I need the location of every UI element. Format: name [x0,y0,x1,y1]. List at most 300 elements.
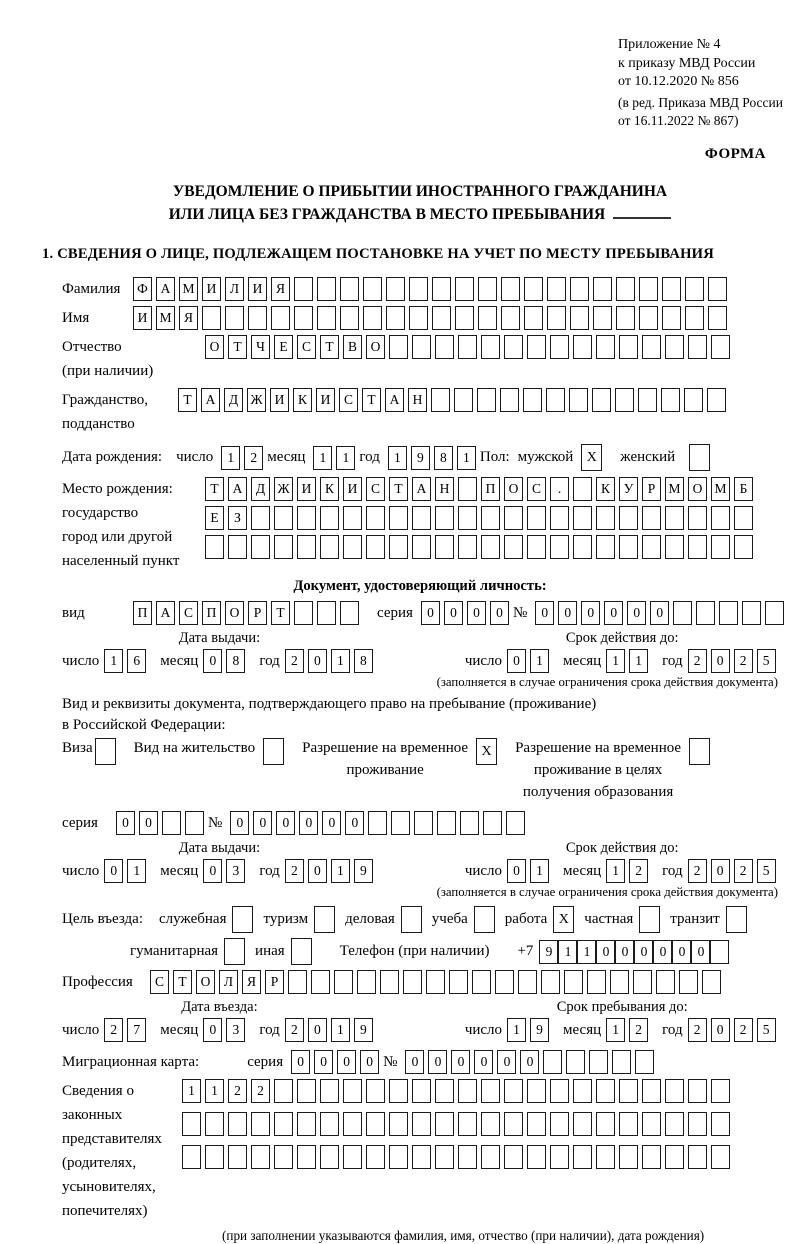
char-cell[interactable] [477,388,496,412]
char-cell[interactable] [688,1145,707,1169]
char-cell[interactable]: . [550,477,569,501]
char-cell[interactable]: 1 [606,859,625,883]
char-cell[interactable] [435,535,454,559]
char-cell[interactable]: 1 [127,859,146,883]
char-cell[interactable] [412,335,431,359]
char-cell[interactable] [340,277,359,301]
char-cell[interactable] [616,277,635,301]
char-cell[interactable] [570,277,589,301]
char-cell[interactable]: 0 [467,601,486,625]
char-cell[interactable] [343,1079,362,1103]
char-cell[interactable]: 1 [606,1018,625,1042]
char-cell[interactable]: 5 [757,1018,776,1042]
char-cell[interactable] [619,1079,638,1103]
char-cell[interactable] [437,811,456,835]
char-cell[interactable] [711,1112,730,1136]
char-cell[interactable] [610,970,629,994]
char-cell[interactable]: 0 [604,601,623,625]
char-cell[interactable]: 0 [139,811,158,835]
char-cell[interactable] [702,970,721,994]
char-cell[interactable] [317,306,336,330]
char-cell[interactable] [182,1145,201,1169]
char-cell[interactable]: 2 [285,649,304,673]
char-cell[interactable]: 9 [354,859,373,883]
char-cell[interactable] [389,535,408,559]
char-cell[interactable] [734,535,753,559]
char-cell[interactable]: 0 [428,1050,447,1074]
char-cell[interactable] [642,1145,661,1169]
char-cell[interactable] [274,506,293,530]
purpose-private-checkbox[interactable] [639,906,660,933]
char-cell[interactable] [527,1145,546,1169]
char-cell[interactable] [527,506,546,530]
char-cell[interactable]: 2 [688,859,707,883]
char-cell[interactable]: 2 [688,649,707,673]
char-cell[interactable]: Т [228,335,247,359]
char-cell[interactable]: 0 [653,940,672,964]
char-cell[interactable]: 2 [285,859,304,883]
char-cell[interactable] [363,306,382,330]
char-cell[interactable] [719,601,738,625]
char-cell[interactable]: 0 [337,1050,356,1074]
char-cell[interactable]: Ф [133,277,152,301]
char-cell[interactable]: З [228,506,247,530]
char-cell[interactable]: Т [173,970,192,994]
char-cell[interactable] [685,306,704,330]
char-cell[interactable] [320,1112,339,1136]
char-cell[interactable]: 2 [228,1079,247,1103]
char-cell[interactable] [297,1079,316,1103]
char-cell[interactable] [458,335,477,359]
char-cell[interactable] [518,970,537,994]
char-cell[interactable]: Ж [247,388,266,412]
char-cell[interactable] [547,306,566,330]
char-cell[interactable] [543,1050,562,1074]
char-cell[interactable] [458,535,477,559]
char-cell[interactable]: И [270,388,289,412]
char-cell[interactable] [541,970,560,994]
char-cell[interactable] [274,535,293,559]
char-cell[interactable] [696,601,715,625]
char-cell[interactable] [665,1145,684,1169]
char-cell[interactable]: 1 [331,859,350,883]
char-cell[interactable] [435,1079,454,1103]
char-cell[interactable] [274,1112,293,1136]
char-cell[interactable]: Т [271,601,290,625]
char-cell[interactable] [639,306,658,330]
visa-checkbox[interactable] [95,738,116,765]
char-cell[interactable] [343,506,362,530]
char-cell[interactable] [251,535,270,559]
char-cell[interactable] [616,306,635,330]
char-cell[interactable] [619,535,638,559]
char-cell[interactable] [205,535,224,559]
char-cell[interactable]: А [156,277,175,301]
char-cell[interactable]: 0 [308,1018,327,1042]
char-cell[interactable] [458,506,477,530]
char-cell[interactable] [481,506,500,530]
char-cell[interactable]: 1 [577,940,596,964]
char-cell[interactable]: Я [179,306,198,330]
purpose-transit-checkbox[interactable] [726,906,747,933]
char-cell[interactable] [162,811,181,835]
char-cell[interactable] [435,1112,454,1136]
char-cell[interactable] [294,601,313,625]
char-cell[interactable] [271,306,290,330]
char-cell[interactable] [412,535,431,559]
purpose-business-checkbox[interactable] [401,906,422,933]
char-cell[interactable] [708,306,727,330]
char-cell[interactable] [481,1145,500,1169]
char-cell[interactable]: 0 [520,1050,539,1074]
char-cell[interactable]: 0 [203,649,222,673]
char-cell[interactable] [711,1079,730,1103]
char-cell[interactable] [297,1112,316,1136]
char-cell[interactable] [566,1050,585,1074]
char-cell[interactable] [688,1112,707,1136]
char-cell[interactable] [320,1145,339,1169]
char-cell[interactable] [523,388,542,412]
char-cell[interactable] [573,506,592,530]
char-cell[interactable]: 0 [299,811,318,835]
char-cell[interactable] [596,506,615,530]
char-cell[interactable]: 0 [451,1050,470,1074]
char-cell[interactable] [343,535,362,559]
char-cell[interactable] [708,277,727,301]
char-cell[interactable]: 1 [388,446,407,470]
char-cell[interactable]: 9 [354,1018,373,1042]
char-cell[interactable]: 0 [276,811,295,835]
char-cell[interactable]: М [665,477,684,501]
char-cell[interactable]: К [596,477,615,501]
char-cell[interactable]: 2 [734,859,753,883]
char-cell[interactable] [642,1079,661,1103]
char-cell[interactable] [550,1112,569,1136]
char-cell[interactable] [688,335,707,359]
char-cell[interactable] [297,506,316,530]
char-cell[interactable] [455,306,474,330]
char-cell[interactable]: П [481,477,500,501]
char-cell[interactable]: 1 [331,649,350,673]
char-cell[interactable] [501,277,520,301]
char-cell[interactable] [688,535,707,559]
char-cell[interactable]: Л [225,277,244,301]
char-cell[interactable] [550,535,569,559]
char-cell[interactable]: 5 [757,859,776,883]
char-cell[interactable] [619,506,638,530]
char-cell[interactable] [366,506,385,530]
char-cell[interactable]: О [196,970,215,994]
char-cell[interactable]: А [385,388,404,412]
char-cell[interactable]: 2 [251,1079,270,1103]
char-cell[interactable]: Е [205,506,224,530]
char-cell[interactable] [251,1112,270,1136]
char-cell[interactable] [386,306,405,330]
char-cell[interactable] [550,335,569,359]
char-cell[interactable]: И [343,477,362,501]
char-cell[interactable] [205,1145,224,1169]
char-cell[interactable]: 0 [507,859,526,883]
char-cell[interactable]: Е [274,335,293,359]
char-cell[interactable] [527,1079,546,1103]
char-cell[interactable] [297,535,316,559]
char-cell[interactable] [589,1050,608,1074]
char-cell[interactable] [665,535,684,559]
char-cell[interactable] [504,535,523,559]
char-cell[interactable]: 0 [558,601,577,625]
char-cell[interactable] [710,940,729,964]
char-cell[interactable] [455,277,474,301]
female-checkbox[interactable] [689,444,710,471]
char-cell[interactable]: 0 [291,1050,310,1074]
char-cell[interactable]: 0 [360,1050,379,1074]
char-cell[interactable] [661,388,680,412]
char-cell[interactable]: 1 [558,940,577,964]
char-cell[interactable]: 0 [490,601,509,625]
char-cell[interactable]: 0 [322,811,341,835]
char-cell[interactable] [435,335,454,359]
char-cell[interactable] [202,306,221,330]
char-cell[interactable] [458,1112,477,1136]
char-cell[interactable] [386,277,405,301]
char-cell[interactable] [506,811,525,835]
char-cell[interactable]: И [202,277,221,301]
char-cell[interactable] [688,506,707,530]
char-cell[interactable] [435,1145,454,1169]
char-cell[interactable]: 0 [308,649,327,673]
char-cell[interactable] [665,335,684,359]
char-cell[interactable] [573,1145,592,1169]
char-cell[interactable] [294,277,313,301]
char-cell[interactable]: 0 [253,811,272,835]
char-cell[interactable] [389,1145,408,1169]
purpose-work-checkbox[interactable]: X [553,906,574,933]
char-cell[interactable] [711,535,730,559]
char-cell[interactable] [412,1145,431,1169]
char-cell[interactable] [635,1050,654,1074]
char-cell[interactable] [431,388,450,412]
char-cell[interactable] [458,1145,477,1169]
char-cell[interactable] [688,1079,707,1103]
char-cell[interactable] [711,506,730,530]
char-cell[interactable] [547,277,566,301]
char-cell[interactable] [458,1079,477,1103]
char-cell[interactable]: И [316,388,335,412]
char-cell[interactable] [481,535,500,559]
char-cell[interactable]: А [228,477,247,501]
char-cell[interactable]: С [339,388,358,412]
char-cell[interactable]: 0 [104,859,123,883]
char-cell[interactable] [550,1079,569,1103]
char-cell[interactable] [320,535,339,559]
char-cell[interactable] [524,306,543,330]
char-cell[interactable]: 3 [226,859,245,883]
char-cell[interactable]: Р [265,970,284,994]
char-cell[interactable] [656,970,675,994]
char-cell[interactable]: 0 [627,601,646,625]
char-cell[interactable]: 3 [226,1018,245,1042]
char-cell[interactable] [527,335,546,359]
char-cell[interactable]: 0 [581,601,600,625]
char-cell[interactable]: А [156,601,175,625]
purpose-tourism-checkbox[interactable] [314,906,335,933]
char-cell[interactable]: И [133,306,152,330]
char-cell[interactable] [481,1112,500,1136]
char-cell[interactable]: У [619,477,638,501]
char-cell[interactable] [596,1079,615,1103]
char-cell[interactable]: 1 [205,1079,224,1103]
char-cell[interactable] [343,1112,362,1136]
char-cell[interactable] [412,506,431,530]
char-cell[interactable] [573,1112,592,1136]
char-cell[interactable] [320,506,339,530]
char-cell[interactable] [642,506,661,530]
char-cell[interactable] [343,1145,362,1169]
char-cell[interactable]: 1 [336,446,355,470]
char-cell[interactable] [501,306,520,330]
char-cell[interactable] [368,811,387,835]
char-cell[interactable] [409,277,428,301]
char-cell[interactable] [483,811,502,835]
char-cell[interactable] [458,477,477,501]
char-cell[interactable]: А [201,388,220,412]
char-cell[interactable]: Ч [251,335,270,359]
char-cell[interactable]: 2 [285,1018,304,1042]
char-cell[interactable] [251,1145,270,1169]
char-cell[interactable] [274,1079,293,1103]
char-cell[interactable]: 1 [530,859,549,883]
char-cell[interactable] [228,1112,247,1136]
char-cell[interactable]: Р [642,477,661,501]
char-cell[interactable]: В [343,335,362,359]
char-cell[interactable]: О [225,601,244,625]
char-cell[interactable]: С [150,970,169,994]
char-cell[interactable]: 5 [757,649,776,673]
char-cell[interactable] [596,1112,615,1136]
char-cell[interactable]: 0 [314,1050,333,1074]
char-cell[interactable] [389,1112,408,1136]
char-cell[interactable] [592,388,611,412]
char-cell[interactable] [403,970,422,994]
char-cell[interactable]: П [202,601,221,625]
char-cell[interactable]: 1 [457,446,476,470]
char-cell[interactable] [569,388,588,412]
char-cell[interactable] [357,970,376,994]
char-cell[interactable]: О [688,477,707,501]
char-cell[interactable]: 1 [313,446,332,470]
char-cell[interactable]: И [297,477,316,501]
char-cell[interactable] [684,388,703,412]
char-cell[interactable] [391,811,410,835]
char-cell[interactable] [432,306,451,330]
char-cell[interactable] [478,277,497,301]
char-cell[interactable] [389,506,408,530]
char-cell[interactable]: Л [219,970,238,994]
char-cell[interactable]: М [156,306,175,330]
char-cell[interactable]: 8 [354,649,373,673]
char-cell[interactable] [765,601,784,625]
char-cell[interactable] [642,535,661,559]
char-cell[interactable] [593,306,612,330]
char-cell[interactable]: 9 [530,1018,549,1042]
char-cell[interactable]: 0 [444,601,463,625]
purpose-study-checkbox[interactable] [474,906,495,933]
char-cell[interactable] [662,277,681,301]
char-cell[interactable] [478,306,497,330]
char-cell[interactable] [504,335,523,359]
char-cell[interactable] [340,601,359,625]
char-cell[interactable]: 0 [691,940,710,964]
char-cell[interactable] [432,277,451,301]
char-cell[interactable]: 0 [116,811,135,835]
char-cell[interactable] [524,277,543,301]
char-cell[interactable] [481,335,500,359]
char-cell[interactable]: Т [362,388,381,412]
char-cell[interactable] [546,388,565,412]
char-cell[interactable] [205,1112,224,1136]
char-cell[interactable]: К [293,388,312,412]
char-cell[interactable] [228,1145,247,1169]
char-cell[interactable] [573,535,592,559]
char-cell[interactable] [573,1079,592,1103]
char-cell[interactable]: Д [224,388,243,412]
char-cell[interactable]: 0 [634,940,653,964]
residence-permit-checkbox[interactable] [263,738,284,765]
char-cell[interactable] [665,1079,684,1103]
char-cell[interactable]: И [248,277,267,301]
char-cell[interactable]: Р [248,601,267,625]
char-cell[interactable]: 0 [711,1018,730,1042]
char-cell[interactable]: С [366,477,385,501]
char-cell[interactable] [527,535,546,559]
char-cell[interactable]: 0 [405,1050,424,1074]
char-cell[interactable] [294,306,313,330]
char-cell[interactable] [380,970,399,994]
char-cell[interactable]: С [527,477,546,501]
char-cell[interactable]: С [297,335,316,359]
char-cell[interactable] [366,1112,385,1136]
char-cell[interactable] [573,335,592,359]
char-cell[interactable] [449,970,468,994]
char-cell[interactable]: О [205,335,224,359]
char-cell[interactable]: 1 [182,1079,201,1103]
char-cell[interactable]: 2 [734,649,753,673]
char-cell[interactable] [638,388,657,412]
temp-residence-edu-checkbox[interactable] [689,738,710,765]
char-cell[interactable]: 0 [711,859,730,883]
char-cell[interactable]: 0 [421,601,440,625]
char-cell[interactable]: О [504,477,523,501]
char-cell[interactable]: 2 [104,1018,123,1042]
char-cell[interactable] [248,306,267,330]
char-cell[interactable]: 0 [535,601,554,625]
char-cell[interactable]: С [179,601,198,625]
char-cell[interactable]: Ж [274,477,293,501]
char-cell[interactable]: 0 [203,1018,222,1042]
char-cell[interactable]: Б [734,477,753,501]
char-cell[interactable] [619,1145,638,1169]
char-cell[interactable]: Д [251,477,270,501]
char-cell[interactable] [593,277,612,301]
char-cell[interactable]: 9 [411,446,430,470]
char-cell[interactable]: М [711,477,730,501]
char-cell[interactable] [409,306,428,330]
char-cell[interactable]: 7 [127,1018,146,1042]
char-cell[interactable]: 0 [507,649,526,673]
char-cell[interactable]: Н [408,388,427,412]
char-cell[interactable] [481,1079,500,1103]
char-cell[interactable] [633,970,652,994]
